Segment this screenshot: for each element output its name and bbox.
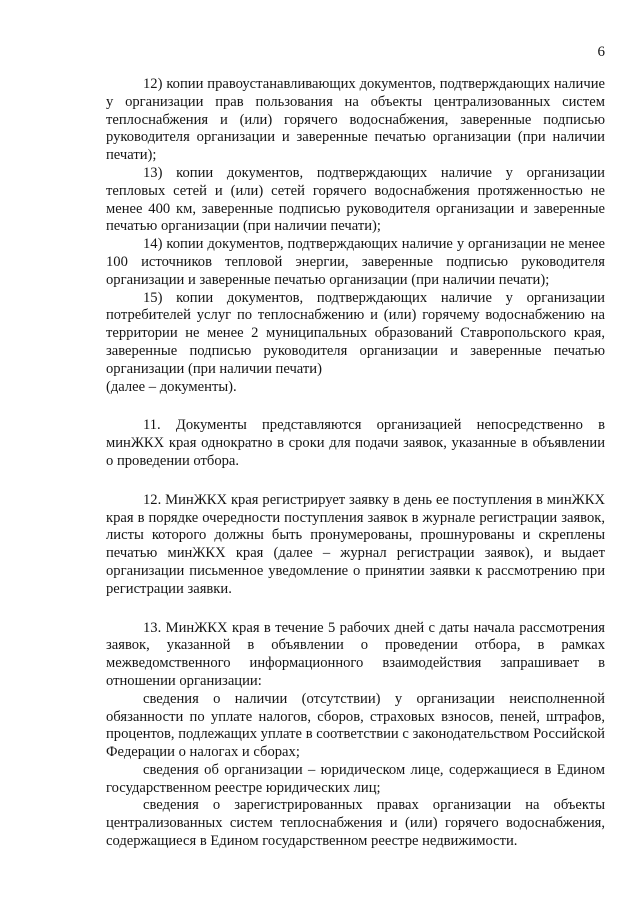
paragraph-13-item-legal-entity-registry: сведения об организации – юридическом лице, содержащиеся в Едином государственном реестре юридических лиц; [106,761,605,796]
paragraph-13-intro: 13. МинЖКХ края в течение 5 рабочих дней с даты начала рассмотрения заявок, указанной в объявлении о проведении отбора, в рамках межведомственного информационного взаимодействия запрашивает в отношении организации: [106,619,605,689]
list-item-15: 15) копии документов, подтверждающих наличие у организации потребителей услуг по теплоснабжению и (или) горячему водоснабжению на территории не менее 2 муниципальных образований Ставропольского края, заверенные подписью руководителя организации и заверенные печатью организации (при наличии печати) [106,289,605,377]
paragraph-gap [106,599,605,620]
paragraph-gap [106,396,605,417]
document-body [106,76,605,851]
paragraph-13-item-property-rights: сведения о зарегистрированных правах организации на объекты централизованных систем теплоснабжения и (или) горячего водоснабжения, содержащиеся в Едином государственном реестре недвижимости. [106,797,605,850]
list-item-13: 13) копии документов, подтверждающих наличие у организации тепловых сетей и (или) сетей горячего водоснабжения протяженностью не менее 400 км, заверенные подписью руководителя организации и заверенные печатью организации (при наличии печати); [106,164,605,235]
list-item-14: 14) копии документов, подтверждающих наличие у организации не менее 100 источников тепловой энергии, заверенные подписью руководителя организации и заверенные печатью организации (при наличии печати); [106,236,605,288]
paragraph-12: 12. МинЖКХ края регистрирует заявку в день ее поступления в минЖКХ края в порядке очередности поступления заявок в журнале регистрации заявок, листы которого должны быть пронумерованы, прошнурованы и скреплены печатью минЖКХ края (далее – журнал регистрации заявок), и выдает организации письменное уведомление о принятии заявки к рассмотрению при регистрации заявки. [106,491,605,597]
paragraph-gap [106,471,605,492]
paragraph-13-item-tax-debt: сведения о наличии (отсутствии) у организации неисполненной обязанности по уплате налогов, сборов, страховых взносов, пеней, штрафов, процентов, подлежащих уплате в соответствии с законодательством Российской Федерации о налогах и сборах; [106,690,605,761]
list-item-12: 12) копии правоустанавливающих документов, подтверждающих наличие у организации прав пользования на объекты централизованных систем теплоснабжения и (или) горячего водоснабжения, заверенные подписью руководителя организации и заверенные печатью организации (при наличии печати); [106,76,605,164]
page-number: 6 [597,44,605,60]
list-closing: (далее – документы). [106,378,237,395]
paragraph-11: 11. Документы представляются организацией непосредственно в минЖКХ края однократно в сроки для подачи заявок, указанные в объявлении о проведении отбора. [106,417,605,469]
